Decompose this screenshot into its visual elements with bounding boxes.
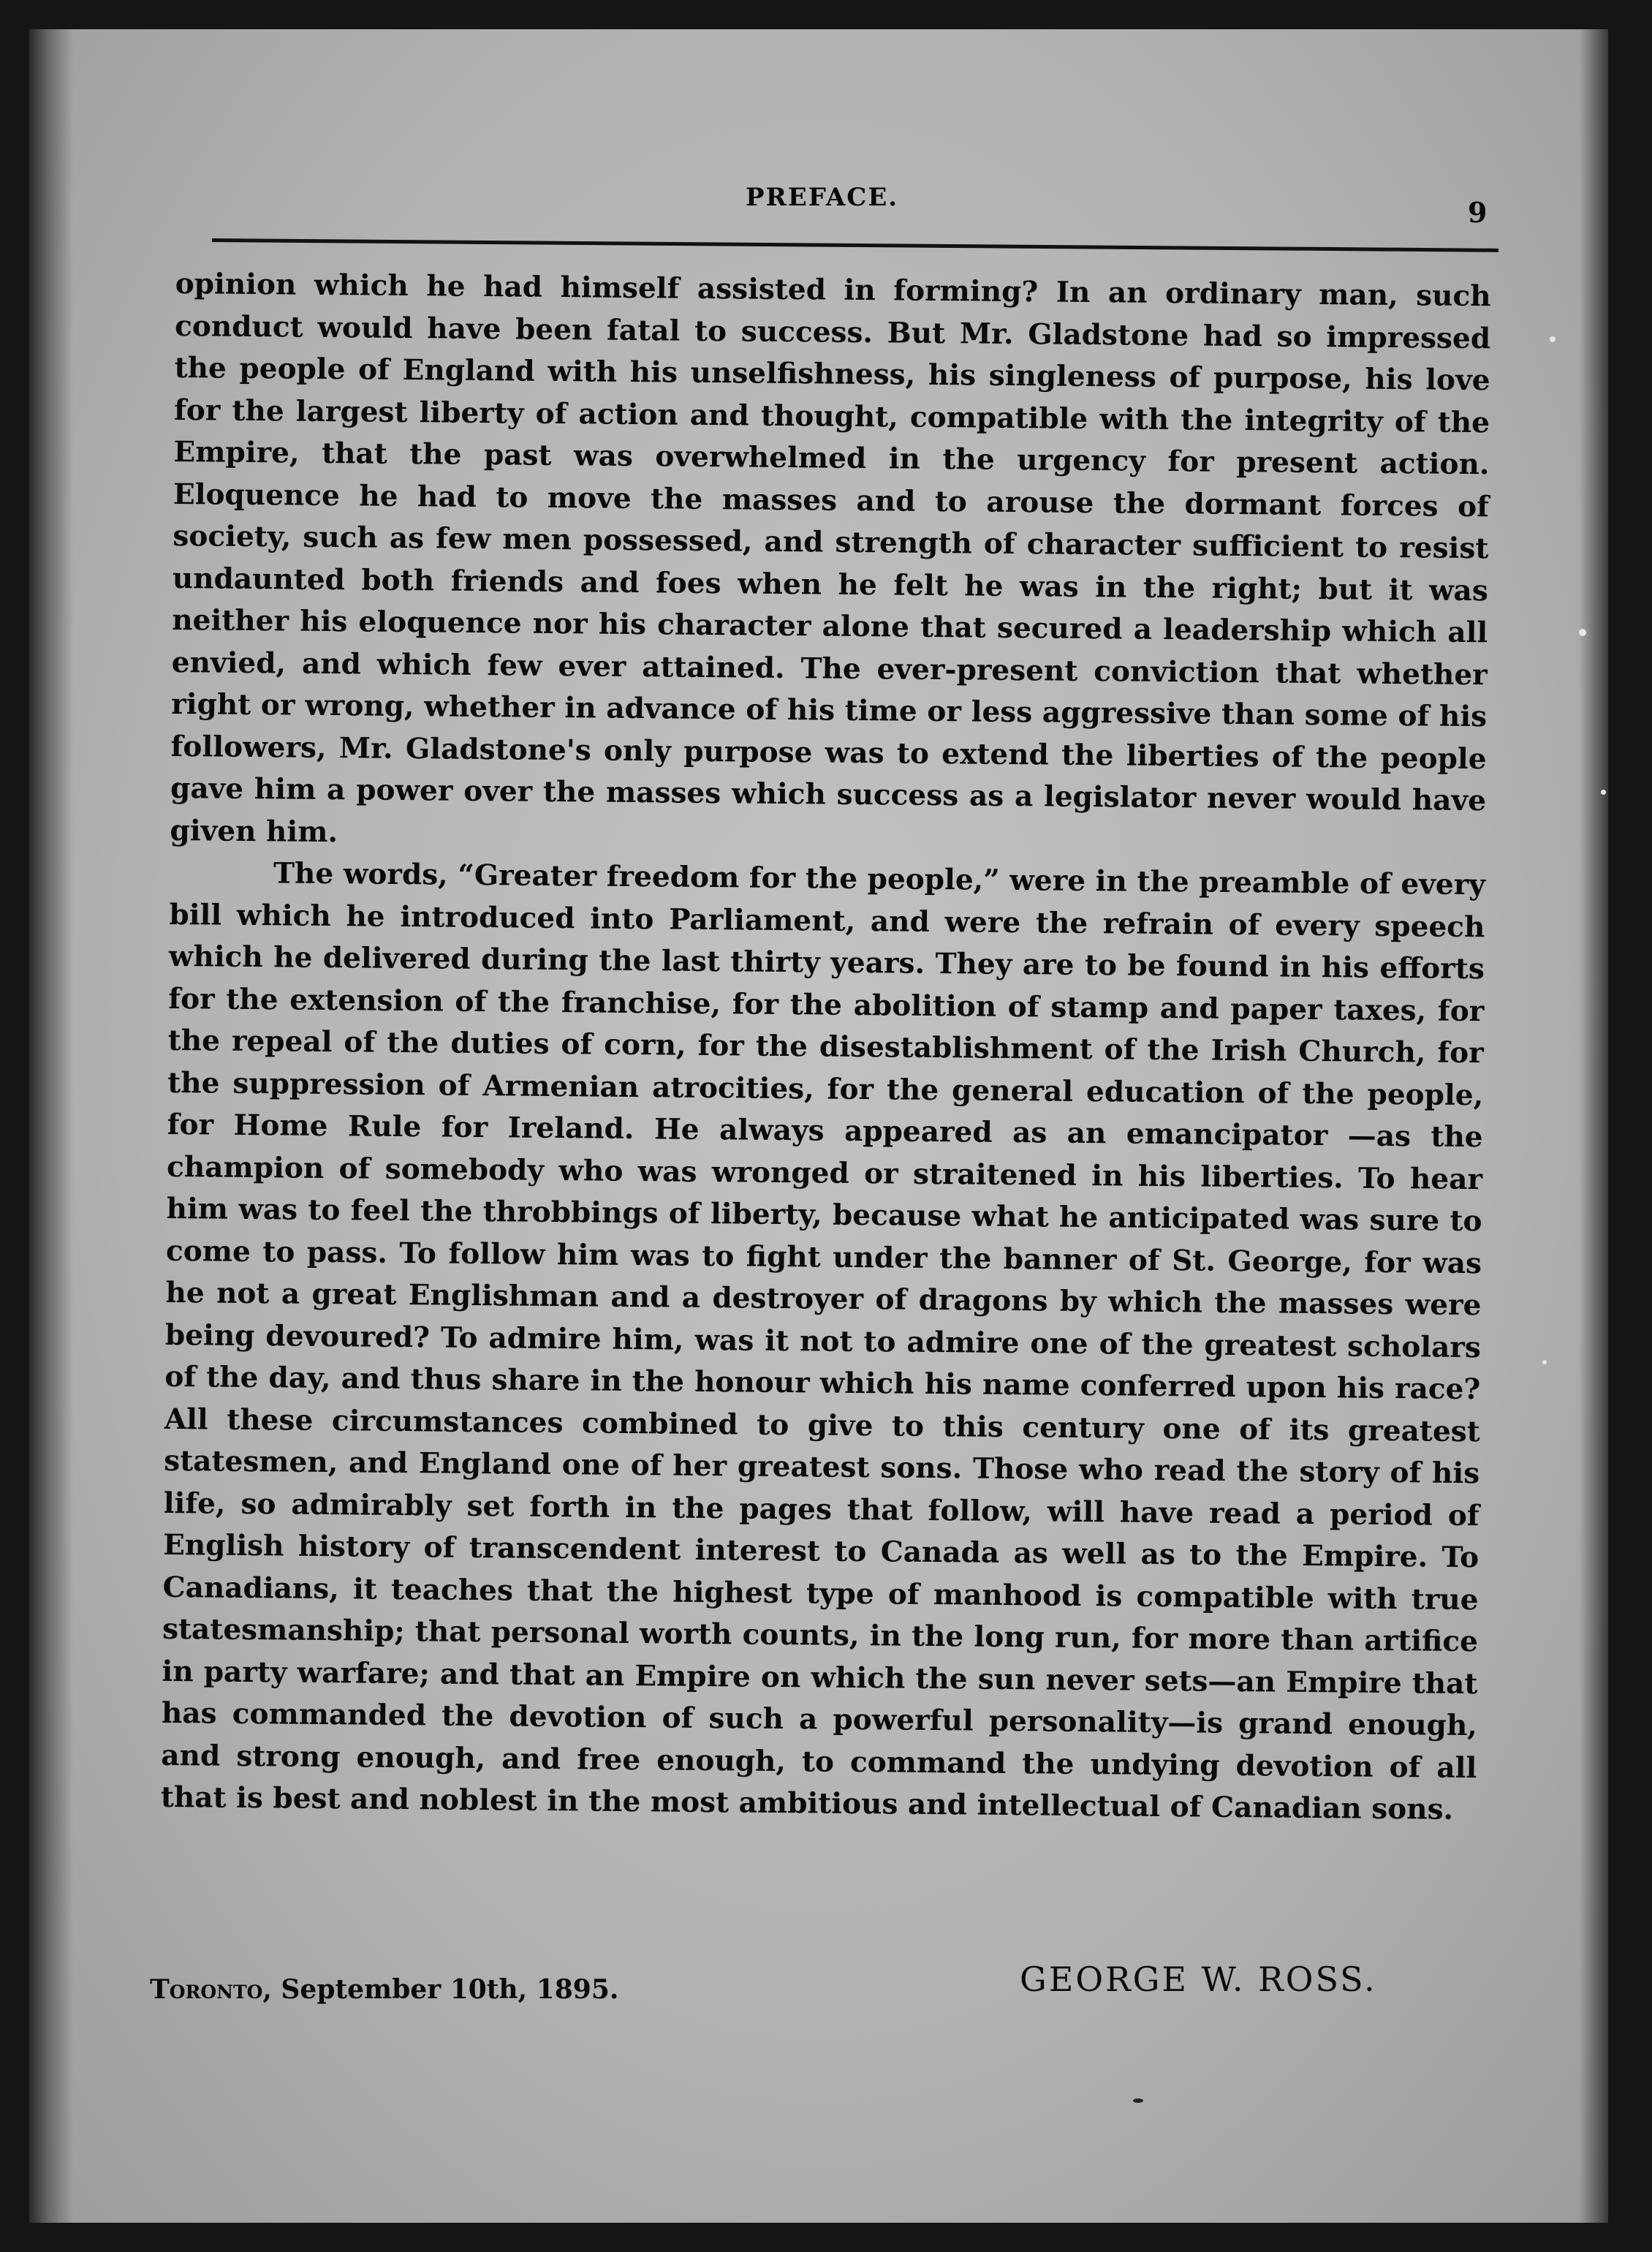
scan-speck: [1133, 2098, 1143, 2103]
scan-speck: [1542, 1360, 1547, 1364]
running-head: PREFACE.: [746, 183, 899, 212]
scan-speck: [1550, 336, 1556, 342]
page-number: 9: [1468, 196, 1488, 229]
paragraph: The words, “Greater freedom for the people,” were in the preamble of every bill which he introduced into Parliament, and were the refrain of every speech which he delivered during the last thirty years. They are to be found in his efforts for the extension of the franchise, for the abolition of stamp and paper taxes, for the repeal of the duties of corn, for the disestablishment of the Irish Church, for the suppression of Armenian atrocities, for the general education of the people, for Home Rule for Ireland. He always appeared as an emancipator —as the champion of somebody who was wronged or straitened in his liberties. To hear him was to feel the throbbings of liberty, because what he anticipated was sure to come to pass. To follow him was to fight under the banner of St. George, for was he not a great Englishman and a destroyer of dragons by which the masses were being devoured? To admire him, was it not to admire one of the greatest scholars of the day, and thus share in the honour which his name conferred upon his race? All these circumstances combined to give to this century one of its greatest statesmen, and England one of her greatest sons. Those who read the story of his life, so admirably set forth in the pages that follow, will have read a period of English history of transcendent interest to Canada as well as to the Empire. To Canadians, it teaches that the highest type of manhood is compatible with true statesmanship; that personal worth counts, in the long run, for more than artifice in party warfare; and that an Empire on which the sun never sets—an Empire that has commanded the devotion of such a powerful personality—is grand enough, and strong enough, and free enough, to command the undying devotion of all that is best and noblest in the most ambitious and intellectual of Canadian sons.: [160, 856, 1486, 1826]
dateline: [150, 1974, 618, 2005]
paragraph-continued: opinion which he had himself assisted in forming? In an ordinary man, such conduct would have been fatal to success. But Mr. Gladstone had so impressed the people of England with his unselfishness, his singleness of purpose, his love for the largest liberty of action and thought, compatible with the integrity of the Empire, that the past was overwhelmed in the urgency for present action. Eloquence he had to move the masses and to arouse the dormant forces of society, such as few men possessed, and strength of character sufficient to resist undaunted both friends and foes when he felt he was in the right; but it was neither his eloquence nor his character alone that secured a leadership which all envied, and which few ever attained. The ever-present conviction that whether right or wrong, whether in advance of his time or less aggressive than some of his followers, Mr. Gladstone's only purpose was to extend the liberties of the people gave him a power over the masses which success as a legislator never would have given him.: [170, 266, 1491, 849]
scan-speck: [1601, 790, 1606, 795]
dateline-date: , September 10th, 1895.: [262, 1974, 619, 2005]
book-page: [29, 29, 1608, 2223]
body-text: [161, 263, 1491, 1832]
scan-speck: [1579, 629, 1586, 636]
gutter-shadow: [29, 29, 73, 2223]
edge-shadow: [1579, 29, 1608, 2223]
sign-off: [150, 1960, 1436, 2018]
dateline-place: Toronto: [150, 1974, 263, 2005]
header-rule: [212, 238, 1498, 252]
author-signature: GEORGE W. ROSS.: [1020, 1960, 1377, 1999]
